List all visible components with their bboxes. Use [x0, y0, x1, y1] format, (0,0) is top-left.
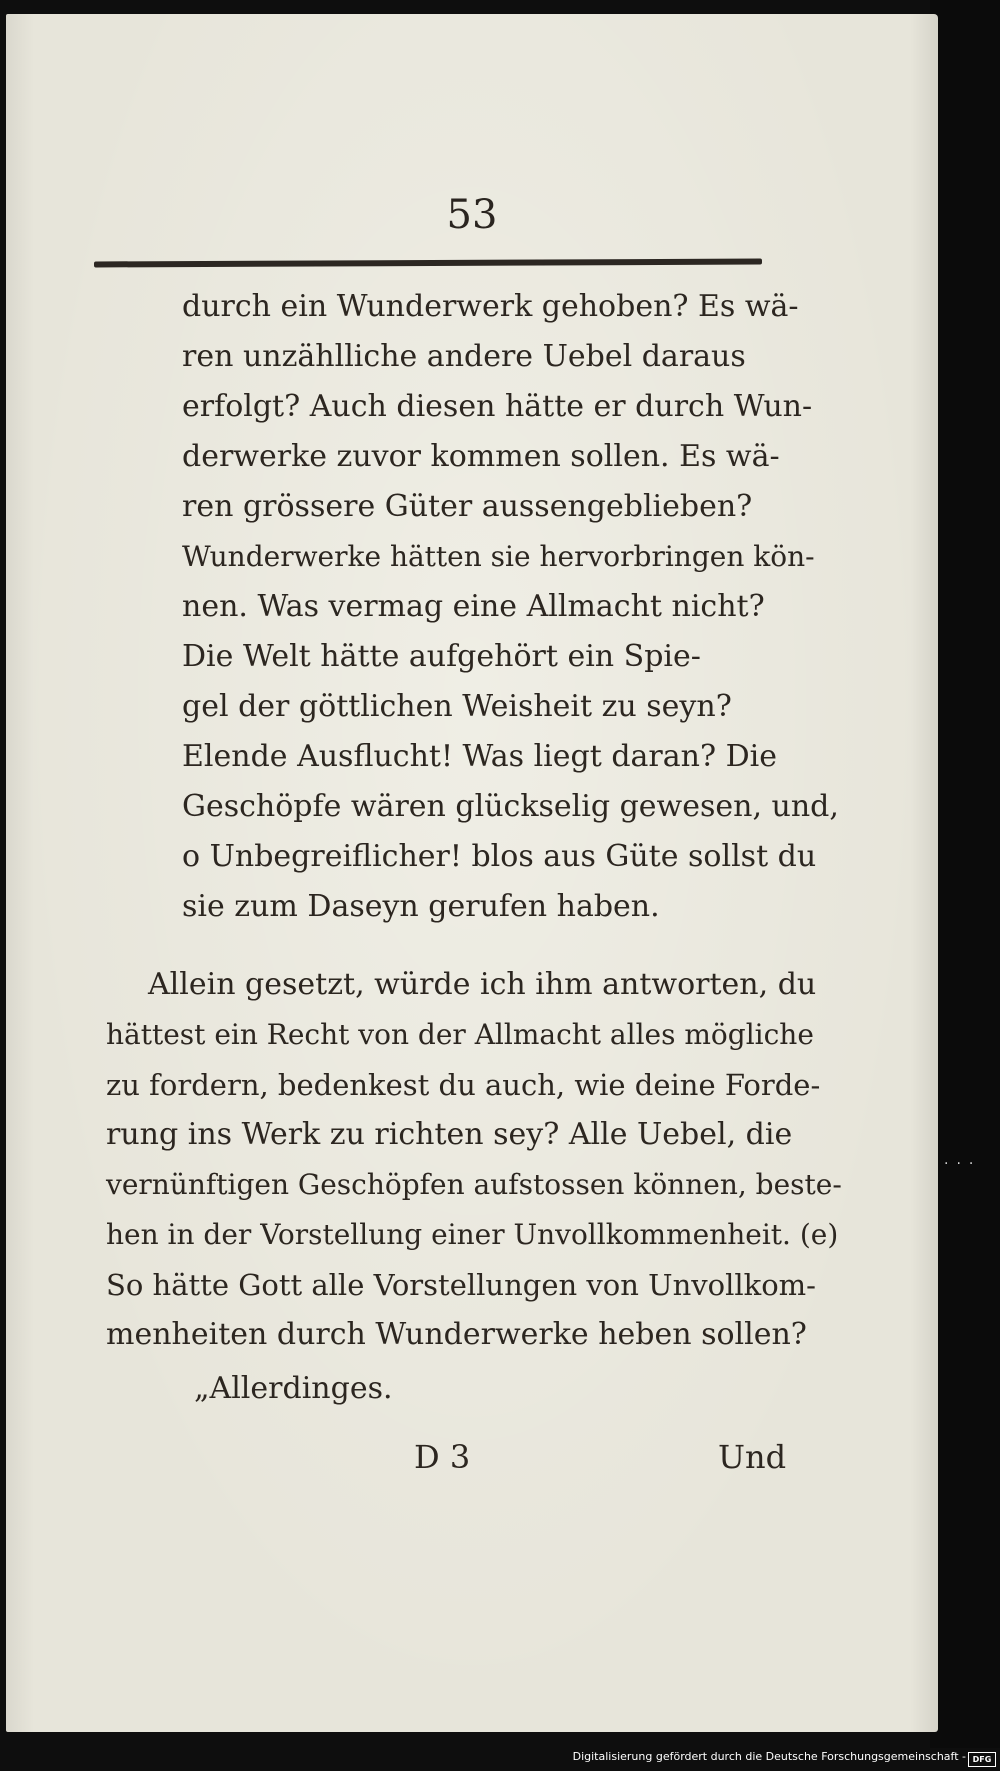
text-line: rung ins Werk zu richten sey? Alle Uebel, die [106, 1117, 793, 1152]
text-line: Geschöpfe wären glückselig gewesen, und, [182, 789, 839, 824]
funding-credit: Digitalisierung gefördert durch die Deutsche Forschungsgemeinschaft - [572, 1750, 966, 1763]
edge-marks: ··· [944, 1156, 982, 1172]
text-line: hättest ein Recht von der Allmacht alles mögliche [106, 1018, 814, 1051]
text-line: derwerke zuvor kommen sollen. Es wä- [182, 439, 780, 474]
text-line: So hätte Gott alle Vorstellungen von Unvollkom- [106, 1268, 816, 1302]
dfg-logo: DFG [968, 1752, 996, 1767]
book-page [6, 14, 938, 1732]
scan-background-right [930, 0, 1000, 1771]
text-line: zu fordern, bedenkest du auch, wie deine Forde- [106, 1068, 821, 1102]
text-line: ren unzählliche andere Uebel daraus [182, 339, 746, 374]
text-line: menheiten durch Wunderwerke heben sollen? [106, 1317, 807, 1352]
text-line: Die Welt hätte aufgehört ein Spie- [182, 639, 701, 674]
text-line: „Allerdinges. [194, 1371, 393, 1406]
text-line: Elende Ausflucht! Was liegt daran? Die [182, 739, 777, 774]
text-line: Allein gesetzt, würde ich ihm antworten, du [148, 967, 817, 1002]
text-line: gel der göttlichen Weisheit zu seyn? [182, 689, 732, 724]
header-rule [94, 259, 762, 268]
text-line: nen. Was vermag eine Allmacht nicht? [182, 589, 765, 624]
text-line: o Unbegreiflicher! blos aus Güte sollst du [182, 839, 817, 874]
text-line: vernünftigen Geschöpfen aufstossen können, beste- [106, 1168, 842, 1201]
text-line: durch ein Wunderwerk gehoben? Es wä- [182, 289, 799, 324]
catchword: Und [718, 1438, 787, 1476]
page-number: 53 [446, 192, 498, 238]
text-line: hen in der Vorstellung einer Unvollkommenheit. (e) [106, 1218, 839, 1251]
text-line: erfolgt? Auch diesen hätte er durch Wun- [182, 389, 813, 424]
text-line: sie zum Daseyn gerufen haben. [182, 889, 660, 924]
text-line: Wunderwerke hätten sie hervorbringen kön- [182, 540, 815, 573]
signature-mark: D 3 [414, 1438, 471, 1476]
text-line: ren grössere Güter aussengeblieben? [182, 489, 753, 524]
